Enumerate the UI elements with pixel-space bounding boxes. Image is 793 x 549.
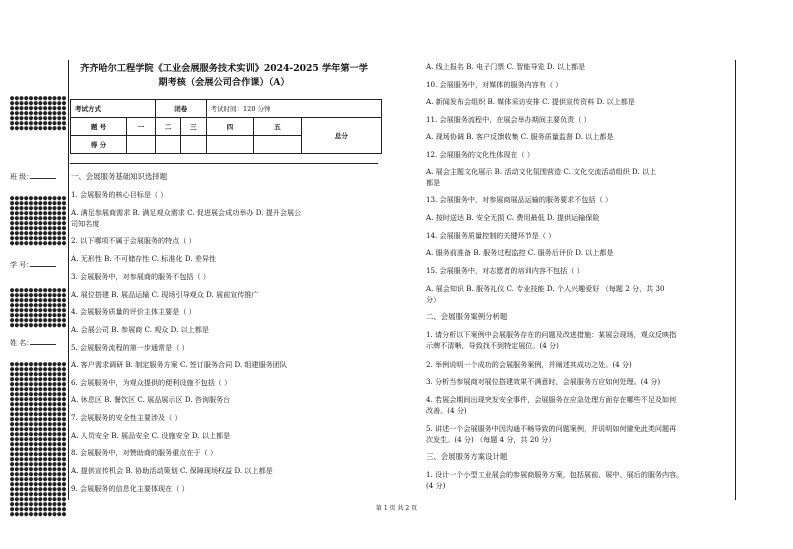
- case-2: 2. 举例说明一个成功的会展服务案例，并阐述其成功之处。(4 分): [426, 360, 632, 369]
- question-15: 15. 会展服务中，对志愿者的培训内容不包括（ ）: [426, 266, 584, 275]
- question-1: 1. 会展服务的核心目标是（ ）: [71, 190, 168, 199]
- divider: [70, 163, 378, 164]
- title-line-1: 齐齐哈尔工程学院《工业会展服务技术实训》2024-2025 学年第一学: [80, 63, 368, 74]
- name-label: 姓 名：: [10, 339, 34, 347]
- score-cell-5[interactable]: [254, 136, 302, 154]
- case-5: 5. 讲述一个会展服务中因沟通不畅导致的问题案例，并说明如何避免此类问题再: [426, 424, 677, 433]
- case-1: 1. 请分析以下案例中会展服务存在的问题及改进措施：某展会现场，观众反映指: [426, 330, 677, 339]
- question-8-options: A. 提供宣传机会 B. 协助活动策划 C. 保障现场权益 D. 以上都是: [71, 466, 273, 475]
- section-2-heading: 二、会展服务案例分析题: [426, 312, 508, 321]
- q5-header: 五: [254, 118, 302, 136]
- id-label: 学 号：: [10, 261, 34, 269]
- right-column-frame: [419, 60, 736, 500]
- question-9: 9. 会展服务的信息化主要体现在（ ）: [71, 484, 189, 493]
- question-2-options: A. 无形性 B. 不可储存性 C. 标准化 D. 差异性: [71, 254, 217, 263]
- exam-mode-value: 闭卷: [156, 100, 207, 118]
- design-1-cont: (4 分): [426, 481, 446, 490]
- question-9-options: A. 线上报名 B. 电子门票 C. 智能导览 D. 以上都是: [426, 62, 586, 71]
- exam-title: [72, 62, 376, 90]
- question-7: 7. 会展服务的安全性主要涉及（ ）: [71, 413, 182, 422]
- question-4-options: A. 会展公司 B. 参展商 C. 观众 D. 以上都是: [71, 325, 209, 334]
- question-4: 4. 会展服务质量的评价主体主要是（ ）: [71, 307, 196, 316]
- class-label: 班 级：: [10, 173, 34, 181]
- binding-dots-top: ●●●●●●●●●●●● ●●●●●●●●●●●● ●●●●●●●●●●●● ●●●●●●●●●●●● ●●●●●●●●●●●● ●●●●●●●●●●●● ●●●●●●●●●●●●: [10, 94, 67, 132]
- score-table: [70, 99, 382, 154]
- case-1-cont: 示牌不清晰，导致找不到特定展位。(4 分): [426, 341, 559, 350]
- q4-header: 四: [206, 118, 254, 136]
- score-cell-2[interactable]: [156, 136, 181, 154]
- case-3: 3. 分析当参展商对展位搭建效果不满意时，会展服务方应如何处理。(4 分): [426, 377, 661, 386]
- case-5-cont: 次发生。(4 分) （每题 4 分，共 20 分）: [426, 435, 556, 444]
- binding-dots-mid2: ●●●●●●●●●●●● ●●●●●●●●●●●● ●●●●●●●●●●●● ●●●●●●●●●●●● ●●●●●●●●●●●● ●●●●●●●●●●●● ●●●●●●●●●●●● ●●●●●●●●●●●●: [10, 286, 67, 329]
- score-cell-3[interactable]: [181, 136, 206, 154]
- score-cell-1[interactable]: [126, 136, 155, 154]
- question-no-label: 题 号: [71, 118, 127, 136]
- question-13-options: A. 按时送达 B. 安全无损 C. 费用最低 D. 提供运输保险: [426, 213, 600, 222]
- question-8: 8. 会展服务中，对赞助商的服务重点在于（ ）: [71, 448, 218, 457]
- question-14-options: A. 服务前准备 B. 服务过程监控 C. 服务后评价 D. 以上都是: [426, 248, 614, 257]
- section-1-heading: 一、会展服务基础知识选择题: [71, 172, 168, 181]
- question-13: 13. 会展服务中，对参展商展品运输的服务要求不包括（ ）: [426, 195, 613, 204]
- q3-header: 三: [181, 118, 206, 136]
- question-1-options: A. 满足参展商需求 B. 满足观众需求 C. 促进展会成功举办 D. 提升会展公: [71, 208, 302, 217]
- class-field-line[interactable]: [30, 178, 56, 179]
- total-label: 总分: [301, 118, 381, 154]
- name-field-line[interactable]: [30, 344, 56, 345]
- title-line-2: 期考核（会展公司合作课）（A）: [158, 77, 290, 88]
- question-5-options: A. 客户需求调研 B. 制定服务方案 C. 签订服务合同 D. 组建服务团队: [71, 360, 287, 369]
- question-12-options: A. 展会主题文化展示 B. 活动文化氛围营造 C. 文化交流活动组织 D. 以上: [426, 167, 657, 176]
- question-5: 5. 会展服务流程的第一步通常是（ ）: [71, 343, 189, 352]
- question-7-options: A. 人员安全 B. 展品安全 C. 设施安全 D. 以上都是: [71, 431, 231, 440]
- question-11: 11. 会展服务流程中，在展会举办期间主要负责（ ）: [426, 115, 591, 124]
- page-number: 第 1 页 共 2 页: [375, 505, 418, 512]
- question-6-options: A. 休息区 B. 餐饮区 C. 展品展示区 D. 咨询服务台: [71, 395, 231, 404]
- question-2: 2. 以下哪项不属于会展服务的特点（ ）: [71, 236, 196, 245]
- design-1: 1. 设计一个小型工业展会的参展商服务方案，包括展前、展中、展后的服务内容。: [426, 470, 684, 479]
- question-11-options: A. 现场协调 B. 客户反馈收集 C. 服务质量监督 D. 以上都是: [426, 132, 614, 141]
- id-field-line[interactable]: [30, 266, 56, 267]
- question-10: 10. 会展服务中，对媒体的服务内容有（ ）: [426, 80, 563, 89]
- question-12: 12. 会展服务的文化性体现在（ ）: [426, 150, 535, 159]
- question-14: 14. 会展服务质量控制的关键环节是（ ）: [426, 231, 556, 240]
- question-10-options: A. 新闻发布会组织 B. 媒体采访安排 C. 提供宣传资料 D. 以上都是: [426, 97, 635, 106]
- case-4-cont: 改善。(4 分): [426, 406, 467, 415]
- exam-mode-label: 考试方式: [71, 100, 156, 118]
- question-15-options-cont: 分）: [426, 295, 441, 304]
- exam-time: 考试时间：120 分钟: [206, 100, 381, 118]
- binding-dots-mid1: ●●●●●●●●●●●● ●●●●●●●●●●●● ●●●●●●●●●●●● ●●●●●●●●●●●● ●●●●●●●●●●●● ●●●●●●●●●●●● ●●●●●●●●●●●● ●●●●●●●●●●●● ●●●●●●●●●●●● ●●●●●●●●●●●●: [10, 194, 67, 247]
- score-label: 得 分: [71, 136, 127, 154]
- q2-header: 二: [156, 118, 181, 136]
- question-3: 3. 会展服务中，对参展商的服务不包括（ ）: [71, 272, 210, 281]
- question-1-options-cont: 司知名度: [71, 219, 100, 228]
- question-6: 6. 会展服务中，为观众提供的便利设施不包括（ ）: [71, 378, 232, 387]
- q1-header: 一: [126, 118, 155, 136]
- question-12-options-cont: 都是: [426, 178, 441, 187]
- question-3-options: A. 展位搭建 B. 展品运输 C. 现场引导观众 D. 展前宣传推广: [71, 290, 259, 299]
- score-cell-4[interactable]: [206, 136, 254, 154]
- case-4: 4. 若展会期间出现突发安全事件，会展服务在应急处理方面存在哪些不足及如何: [426, 395, 677, 404]
- section-3-heading: 三、会展服务方案设计题: [426, 452, 508, 461]
- binding-dots-bottom: ●●●●●●●●●●●● ●●●●●●●●●●●● ●●●●●●●●●●●● ●●●●●●●●●●●● ●●●●●●●●●●●● ●●●●●●●●●●●● ●●●●●●●●●●●● ●●●●●●●●●●●● ●●●●●●●●●●●● ●●●●●●●●●●●● ●●●●●●●●●●●● ●●●●●●●●●●●● ●●●●●●●●●●●● ●●●●●●●●●●●● ●●●●●●●●●●●● ●●●●●●●●●●●● ●●●●●●●●●●●● ●●●●●●●●●●●● ●●●●●●●●●●●● ●●●●●●●●●●●● ●●●●●●●●●●●● ●●●●●●●●●●●● ●●●●●●●●●●●● ●●●●●●●●●●●● ●●●●●●●●●●●● ●●●●●●●●●●●● ●●●●●●●●●●●● ●●●●●●●●●●●● ●●●●●●●●●●●● ●●●●●●●●●●●● ●●●●●●●●●●●●: [10, 360, 67, 518]
- question-15-options: A. 展会知识 B. 服务礼仪 C. 专业技能 D. 个人兴趣爱好 （每题 2 分，共 30: [426, 284, 665, 293]
